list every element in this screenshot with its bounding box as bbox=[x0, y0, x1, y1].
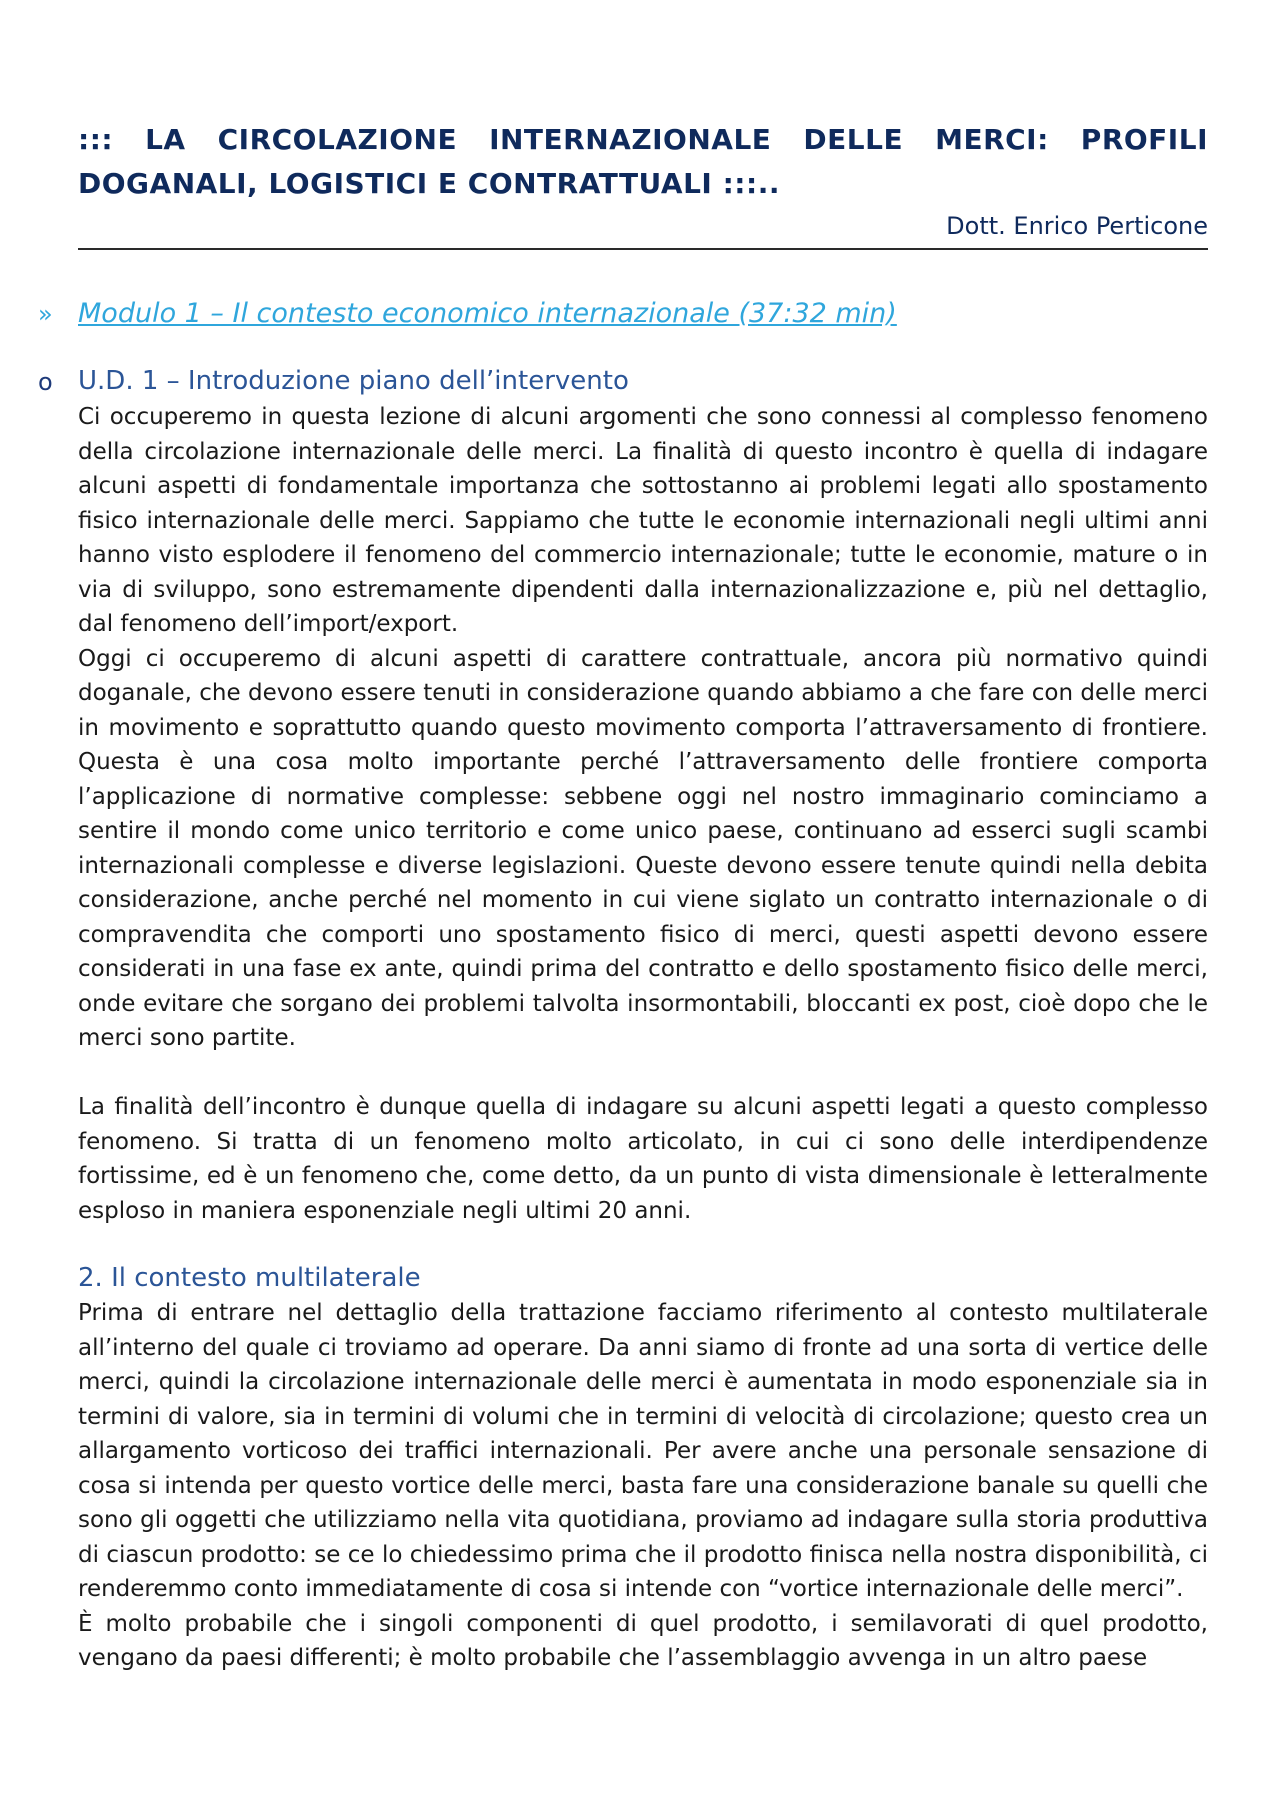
module-item bbox=[38, 294, 1208, 334]
circle-bullet-icon: o bbox=[38, 368, 53, 396]
author-name: Dott. Enrico Perticone bbox=[946, 212, 1208, 240]
paragraph-spacer bbox=[78, 1056, 1208, 1091]
section-heading-multilateral: 2. Il contesto multilaterale bbox=[78, 1263, 421, 1293]
paragraph-intro-1: Ci occuperemo in questa lezione di alcuni argomenti che sono connessi al complesso fenomeno della circolazione internazionale delle merci. La finalità di questo incontro è quella di indagare alcuni aspetti di fondamentale importanza che sottostanno ai problemi legati allo spostamento fisico internazionale delle merci. Sappiamo che tutte le economie internazionali negli ultimi anni hanno visto esplodere il fenomeno del commercio internazionale; tutte le economie, mature o in via di sviluppo, sono estremamente dipendenti dalla internazionalizzazione e, più nel dettaglio, dal fenomeno dell’import/export. bbox=[78, 404, 1208, 637]
title-divider bbox=[78, 248, 1208, 250]
paragraph-intro-3: La finalità dell’incontro è dunque quella di indagare su alcuni aspetti legati a questo complesso fenomeno. Si tratta di un fenomeno molto articolato, in cui ci sono delle interdipendenze fortissime, ed è un fenomeno che, come detto, da un punto di vista dimensionale è letteralmente esploso in maniera esponenziale negli ultimi 20 anni. bbox=[78, 1094, 1208, 1224]
double-chevron-bullet-icon: » bbox=[38, 300, 53, 328]
paragraph-intro-2: Oggi ci occuperemo di alcuni aspetti di carattere contrattuale, ancora più normativo quindi doganale, che devono essere tenuti in considerazione quando abbiamo a che fare con delle merci in movimento e soprattutto quando questo movimento comporta l’attraversamento di frontiere. Questa è una cosa molto importante perché l’attraversamento delle frontiere comporta l’applicazione di normative complesse: sebbene oggi nel nostro immaginario cominciamo a sentire il mondo come unico territorio e come unico paese, continuano ad esserci sugli scambi internazionali complesse e diverse legislazioni. Queste devono essere tenute quindi nella debita considerazione, anche perché nel momento in cui viene siglato un contratto internazionale o di compravendita che comporti uno spostamento fisico di merci, questi aspetti devono essere considerati in una fase ex ante, quindi prima del contratto e dello spostamento fisico delle merci, onde evitare che sorgano dei problemi talvolta insormontabili, bloccanti ex post, cioè dopo che le merci sono partite. bbox=[78, 645, 1208, 1051]
document-title: ::: LA CIRCOLAZIONE INTERNAZIONALE DELLE MERCI: PROFILI DOGANALI, LOGISTICI E CONTRATTUALI :::.. bbox=[78, 123, 1208, 200]
document-page bbox=[38, 0, 1208, 1676]
paragraph-multilateral-1: Prima di entrare nel dettaglio della trattazione facciamo riferimento al contesto multilaterale all’interno del quale ci troviamo ad operare. Da anni siamo di fronte ad una sorta di vertice delle merci, quindi la circolazione internazionale delle merci è aumentata in modo esponenziale sia in termini di valore, sia in termini di volumi che in termini di velocità di circolazione; questo crea un allargamento vorticoso dei traffici internazionali. Per avere anche una personale sensazione di cosa si intenda per questo vortice delle merci, basta fare una considerazione banale su quelli che sono gli oggetti che utilizziamo nella vita quotidiana, proviamo ad indagare sulla storia produttiva di ciascun prodotto: se ce lo chiedessimo prima che il prodotto finisca nella nostra disponibilità, ci renderemmo conto immediatamente di cosa si intende con “vortice internazionale delle merci”. bbox=[78, 1300, 1208, 1602]
module-1-link[interactable]: Modulo 1 – Il contesto economico internazionale (37:32 min) bbox=[78, 298, 897, 329]
unit-heading: U.D. 1 – Introduzione piano dell’intervento bbox=[78, 366, 629, 396]
unit-item bbox=[38, 362, 1208, 400]
paragraph-multilateral-2: È molto probabile che i singoli componenti di quel prodotto, i semilavorati di quel prodotto, vengano da paesi differenti; è molto probabile che l’assemblaggio avvenga in un altro paese bbox=[78, 1610, 1208, 1671]
